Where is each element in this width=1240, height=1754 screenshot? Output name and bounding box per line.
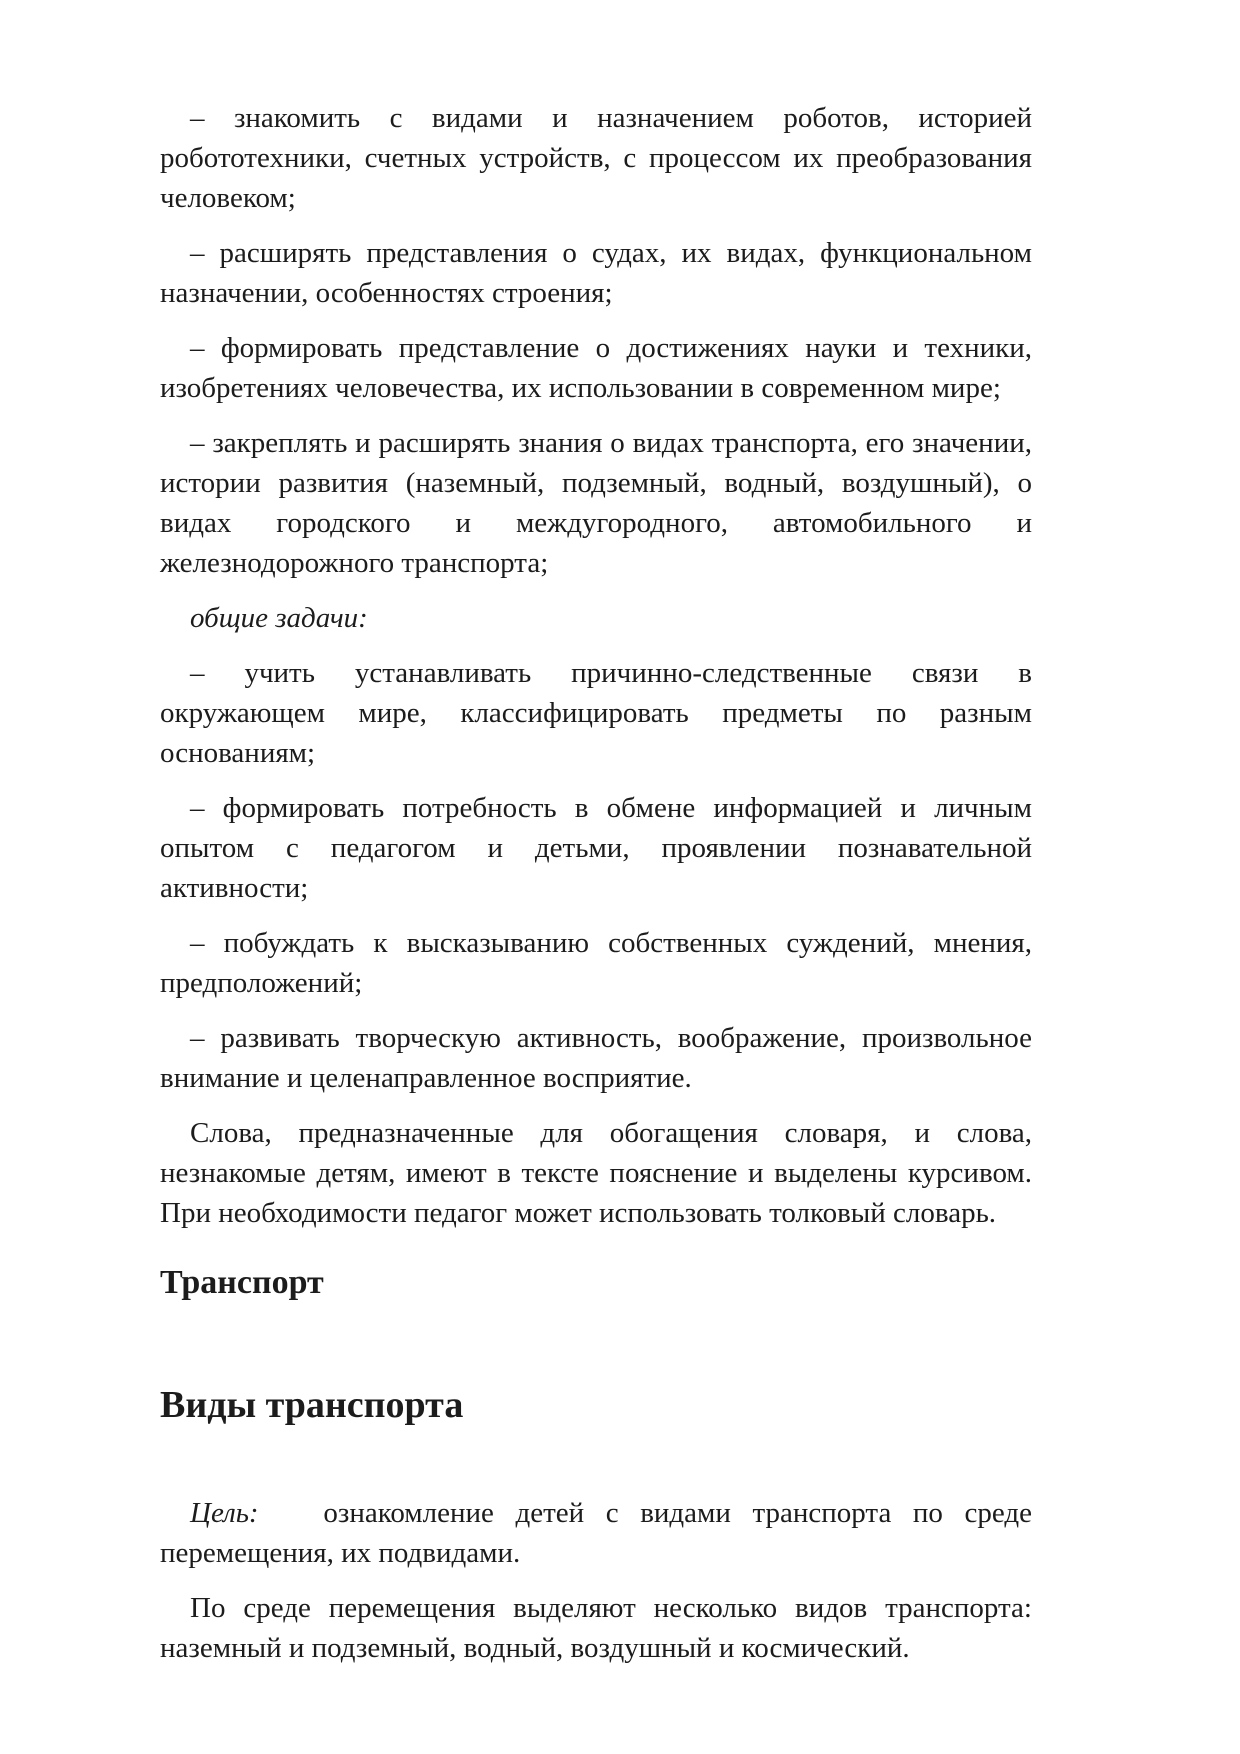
task-item-general: – учить устанавливать причинно-следственные связи в окружающем мире, классифицировать предметы по разным основаниям; <box>160 657 1032 769</box>
task-item-general: – формировать потребность в обмене информацией и личным опытом с педагогом и детьми, проявлении познавательной активности; <box>160 792 1032 904</box>
body-paragraph: По среде перемещения выделяют несколько видов транспорта: наземный и подземный, водный, воздушный и космический. <box>160 1592 1032 1664</box>
subsection-heading-vidy-transporta: Виды транспорта <box>160 1384 464 1426</box>
goal-paragraph <box>160 1493 1032 1573</box>
task-item-specific: – знакомить с видами и назначением роботов, историей робототехники, счетных устройств, с процессом их преобразования человеком; <box>160 102 1032 214</box>
task-item-general: – развивать творческую активность, воображение, произвольное внимание и целенаправленное восприятие. <box>160 1022 1032 1094</box>
note-paragraph: Слова, предназначенные для обогащения словаря, и слова, незнакомые детям, имеют в тексте пояснение и выделены курсивом. При необходимости педагог может использовать толковый словарь. <box>160 1117 1032 1229</box>
tasks-general-label: общие задачи: <box>190 602 368 634</box>
task-item-specific: – формировать представление о достижениях науки и техники, изобретениях человечества, их использовании в современном мире; <box>160 332 1032 404</box>
section-heading-transport: Транспорт <box>160 1264 324 1301</box>
task-item-specific: – расширять представления о судах, их видах, функциональном назначении, особенностях строения; <box>160 237 1032 309</box>
task-item-general: – побуждать к высказыванию собственных суждений, мнения, предположений; <box>160 927 1032 999</box>
document-page <box>160 98 1032 1668</box>
goal-text: ознакомление детей с видами транспорта по среде перемещения, их подвидами. <box>160 1497 1033 1569</box>
task-item-specific: – закреплять и расширять знания о видах транспорта, его значении, истории развития (наземный, подземный, водный, воздушный), о видах городского и междугородного, автомобильного и железнодорожного транспорта; <box>160 427 1032 579</box>
goal-label: Цель: <box>190 1497 259 1529</box>
